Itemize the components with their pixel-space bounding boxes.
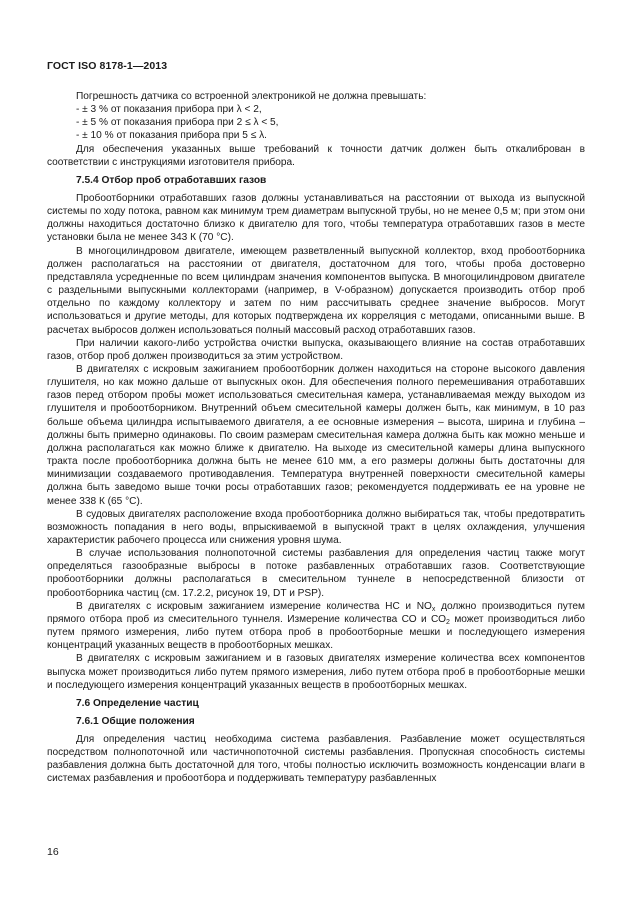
paragraph: В двигателях с искровым зажиганием пробоотборник должен находиться на стороне высокого давления глушителя, но как можно дальше от выпускных окон. Для обеспечения полного перемешивания отработавших газов перед отбором пробы может использоваться смесительная камера, устанавливаемая между выходом из глушителя и пробоотборником. Внутренний объем смесительной камеры должен быть, как минимум, в 10 раз больше объема цилиндра испытываемого двигателя, а ее основные измерения – высота, ширина и глубина – должны быть примерно одинаковы. По своим размерам смесительная камера должна быть как можно меньше и должна располагаться как можно ближе к двигателю. На выходе из смесительной камеры длина выпускного тракта после пробоотборника должна быть не менее 610 мм, а его размеры должны быть достаточны для минимизации создаваемого противодавления. Температура внутренней поверхности смесительной камеры должна быть заведомо выше точки росы отработавших газов; рекомендуется поддерживать ее на уровне не менее 338 К (65 °С). [47, 363, 585, 507]
text-run: может производиться либо путем прямого измерения, либо путем отбора проб в пробоотборные мешки и последующего измерения концентраций указанных веществ в пробоотборных мешках. [47, 613, 585, 652]
paragraph-nox [47, 600, 585, 653]
page-number: 16 [47, 846, 59, 858]
paragraph: Для обеспечения указанных выше требований к точности датчик должен быть откалиброван в соответствии с инструкциями изготовителя прибора. [47, 143, 585, 168]
subscript: x [431, 605, 436, 613]
subsection-heading: 7.6.1 Общие положения [76, 715, 195, 727]
paragraph: В судовых двигателях расположение входа пробоотборника должно выбираться так, чтобы предотвратить возможность попадания в него воды, впрыскиваемой в выпускной тракт в целях охлаждения, улучшения характеристик рабочего процесса или снижения уровня шума. [47, 508, 585, 546]
paragraph: В двигателях с искровым зажиганием и в газовых двигателях измерение количества всех компонентов выпуска может производиться либо путем прямого измерения, либо путем отбора проб в пробоотборные мешки и последующего измерения концентраций указанных веществ в пробоотборных мешках. [47, 653, 585, 691]
subscript: 2 [446, 618, 450, 626]
paragraph: Погрешность датчика со встроенной электроникой не должна превышать: [76, 91, 427, 102]
page-body [47, 90, 585, 786]
section-heading: 7.5.4 Отбор проб отработавших газов [76, 174, 267, 186]
list-item: - ± 10 % от показания прибора при 5 ≤ λ. [76, 130, 267, 142]
page-header: ГОСТ ISO 8178-1—2013 [47, 60, 168, 72]
text-run: В двигателях с искровым зажиганием измерение количества НС и NO [76, 600, 432, 612]
paragraph: Пробоотборники отработавших газов должны устанавливаться на расстоянии от выхода из выпускной системы по ходу потока, равном как минимум трем диаметрам выпускной трубы, но не менее 0,5 м; при этом они должны находиться достаточно близко к двигателю для того, чтобы температура отработавших газов в месте установки была не менее 343 К (70 °С). [47, 192, 585, 244]
section-heading: 7.6 Определение частиц [76, 697, 199, 709]
paragraph: В случае использования полнопоточной системы разбавления для определения частиц также могут определяться газообразные выбросы в потоке разбавленных отработавших газов. Соответствующие пробоотборники должны располагаться в смесительном туннеле в непосредственной близости от пробоотборника частиц (см. 17.2.2, рисунок 19, DT и PSP). [47, 548, 585, 599]
list-item: - ± 5 % от показания прибора при 2 ≤ λ < 5, [76, 117, 279, 129]
text-run: должно производиться путем прямого отбора проб из смесительного туннеля. Измерение количества СО и СО [47, 600, 585, 625]
paragraph: Для определения частиц необходима система разбавления. Разбавление может осуществляться посредством полнопоточной или частичнопоточной системы разбавления. Пропускная способность системы разбавления должна быть достаточной для того, чтобы полностью исключить возможность конденсации влаги в системах разбавления и пробоотбора и поддерживать температуру разбавленных [47, 733, 585, 785]
paragraph: При наличии какого-либо устройства очистки выпуска, оказывающего влияние на состав отработавших газов, отбор проб должен производиться за этим устройством. [47, 337, 585, 362]
list-item: - ± 3 % от показания прибора при λ < 2, [76, 104, 262, 116]
paragraph: В многоцилиндровом двигателе, имеющем разветвленный выпускной коллектор, вход пробоотборника должен располагаться на расстоянии от двигателя, достаточном для того, чтобы проба достоверно представляла усредненные по всем цилиндрам значения компонентов выпуска. В многоцилиндровом двигателе с раздельными выпускными коллекторами (например, в V-образном) допускается производить отбор проб отдельно по каждому коллектору и затем по ним рассчитывать среднее значение выбросов. Могут использоваться и другие методы, для которых подтверждена их корреляция с методами, описанными выше. В расчетах выбросов должен использоваться полный массовый расход отработавших газов. [47, 245, 585, 336]
